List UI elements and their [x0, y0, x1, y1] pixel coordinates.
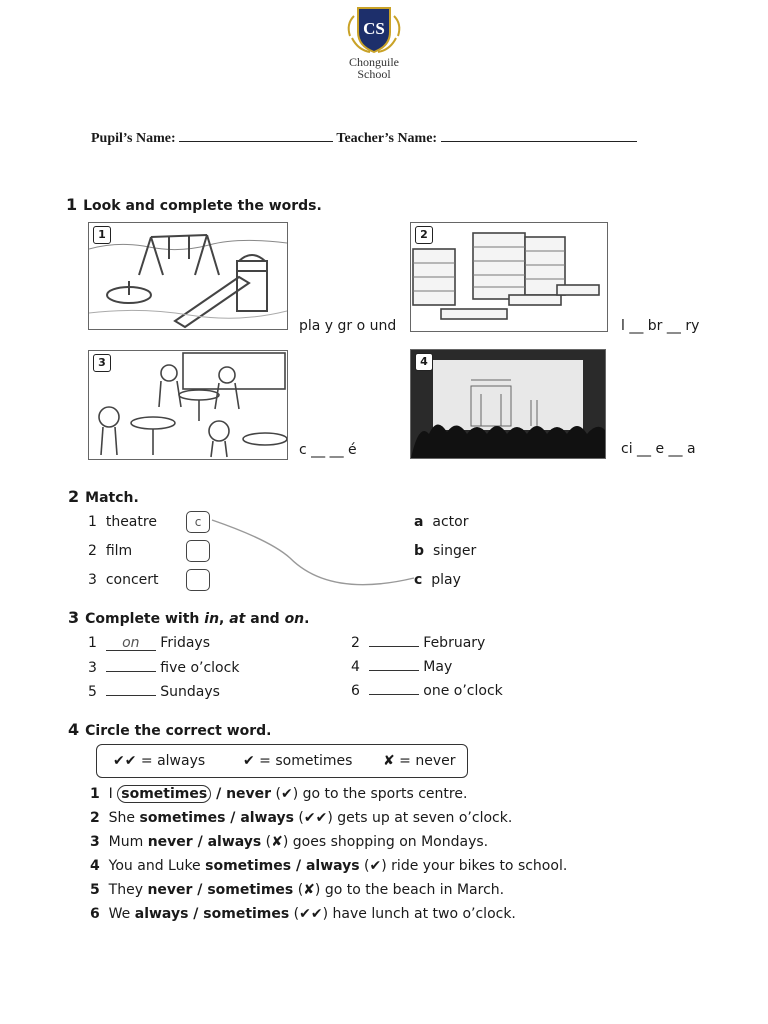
playground-picture: 1: [88, 222, 288, 330]
option-sometimes-circled[interactable]: sometimes: [117, 785, 211, 803]
library-picture: 2: [410, 222, 608, 332]
circle-item-5: 5 They never / sometimes (✘) go to the beach in March.: [90, 882, 505, 898]
teacher-name-label: Teacher’s Name:: [336, 131, 438, 146]
section4-title: 4 Circle the correct word.: [68, 720, 272, 739]
option-1[interactable]: never: [147, 834, 193, 850]
match-left-2: 2 film: [88, 543, 133, 559]
cafe-illustration: [89, 351, 287, 459]
match-right-b: b singer: [414, 543, 477, 559]
word-cinema[interactable]: ci __ e __ a: [621, 441, 696, 457]
fill-blank-3[interactable]: [106, 659, 156, 672]
option-2[interactable]: sometimes: [207, 882, 294, 898]
option-1[interactable]: sometimes: [205, 858, 292, 874]
school-name: [324, 56, 424, 80]
option-1[interactable]: always: [134, 906, 189, 922]
match-connecting-line: [200, 510, 420, 600]
pupil-name-label: Pupil’s Name:: [91, 131, 176, 146]
fill-blank-1[interactable]: on: [106, 636, 156, 651]
fill-item-1: 1 on Fridays: [88, 635, 211, 651]
symbol-legend-box: [96, 744, 468, 778]
word-playground[interactable]: pla y gr o und: [299, 318, 397, 334]
word-library[interactable]: l __ br __ ry: [621, 318, 700, 334]
fill-blank-5[interactable]: [106, 683, 156, 696]
circle-item-1: 1 I sometimes / never (✔) go to the sports centre.: [90, 786, 468, 802]
cinema-picture: 4: [410, 349, 606, 459]
svg-text:CS: CS: [363, 19, 385, 38]
section1-title: 1 Look and complete the words.: [66, 195, 322, 214]
legend-always: ✔✔ = always: [113, 753, 206, 769]
option-2[interactable]: always: [240, 810, 294, 826]
teacher-name-line[interactable]: [441, 129, 637, 142]
name-header: [91, 129, 637, 147]
school-name-line1: Chonguile: [349, 55, 399, 69]
option-1[interactable]: sometimes: [139, 810, 226, 826]
fill-item-4: 4 May: [351, 659, 453, 675]
option-1[interactable]: never: [147, 882, 193, 898]
option-never[interactable]: never: [226, 786, 272, 802]
circle-item-6: 6 We always / sometimes (✔✔) have lunch at two o’clock.: [90, 906, 516, 922]
cinema-illustration: [411, 350, 605, 458]
fill-item-5: 5 Sundays: [88, 684, 220, 700]
fill-blank-6[interactable]: [369, 682, 419, 695]
fill-blank-4[interactable]: [369, 658, 419, 671]
pupil-name-line[interactable]: [179, 129, 333, 142]
cafe-picture: 3: [88, 350, 288, 460]
option-2[interactable]: sometimes: [203, 906, 290, 922]
legend-never: ✘ = never: [383, 753, 456, 769]
match-answer-box-1[interactable]: c: [186, 511, 210, 533]
circle-item-2: 2 She sometimes / always (✔✔) gets up at seven o’clock.: [90, 810, 513, 826]
fill-item-3: 3 five o’clock: [88, 660, 240, 676]
match-left-1: 1 theatre: [88, 514, 157, 530]
fill-item-2: 2 February: [351, 635, 486, 651]
word-cafe[interactable]: c __ __ é: [299, 442, 357, 458]
option-2[interactable]: always: [207, 834, 262, 850]
circle-item-4: 4 You and Luke sometimes / always (✔) ride your bikes to school.: [90, 858, 568, 874]
section3-title: 3 Complete with in, at and on.: [68, 608, 310, 627]
fill-blank-2[interactable]: [369, 634, 419, 647]
match-right-c: c play: [414, 572, 461, 588]
circle-item-3: 3 Mum never / always (✘) goes shopping on Mondays.: [90, 834, 489, 850]
match-right-a: a actor: [414, 514, 469, 530]
option-2[interactable]: always: [305, 858, 360, 874]
school-logo: [344, 6, 404, 58]
school-crest-icon: [344, 6, 404, 58]
school-name-line2: School: [357, 67, 391, 81]
playground-illustration: [89, 223, 287, 329]
section2-title: 2 Match.: [68, 487, 139, 506]
legend-sometimes: ✔ = sometimes: [243, 753, 353, 769]
match-left-3: 3 concert: [88, 572, 159, 588]
fill-item-6: 6 one o’clock: [351, 683, 503, 699]
library-illustration: [411, 223, 607, 331]
